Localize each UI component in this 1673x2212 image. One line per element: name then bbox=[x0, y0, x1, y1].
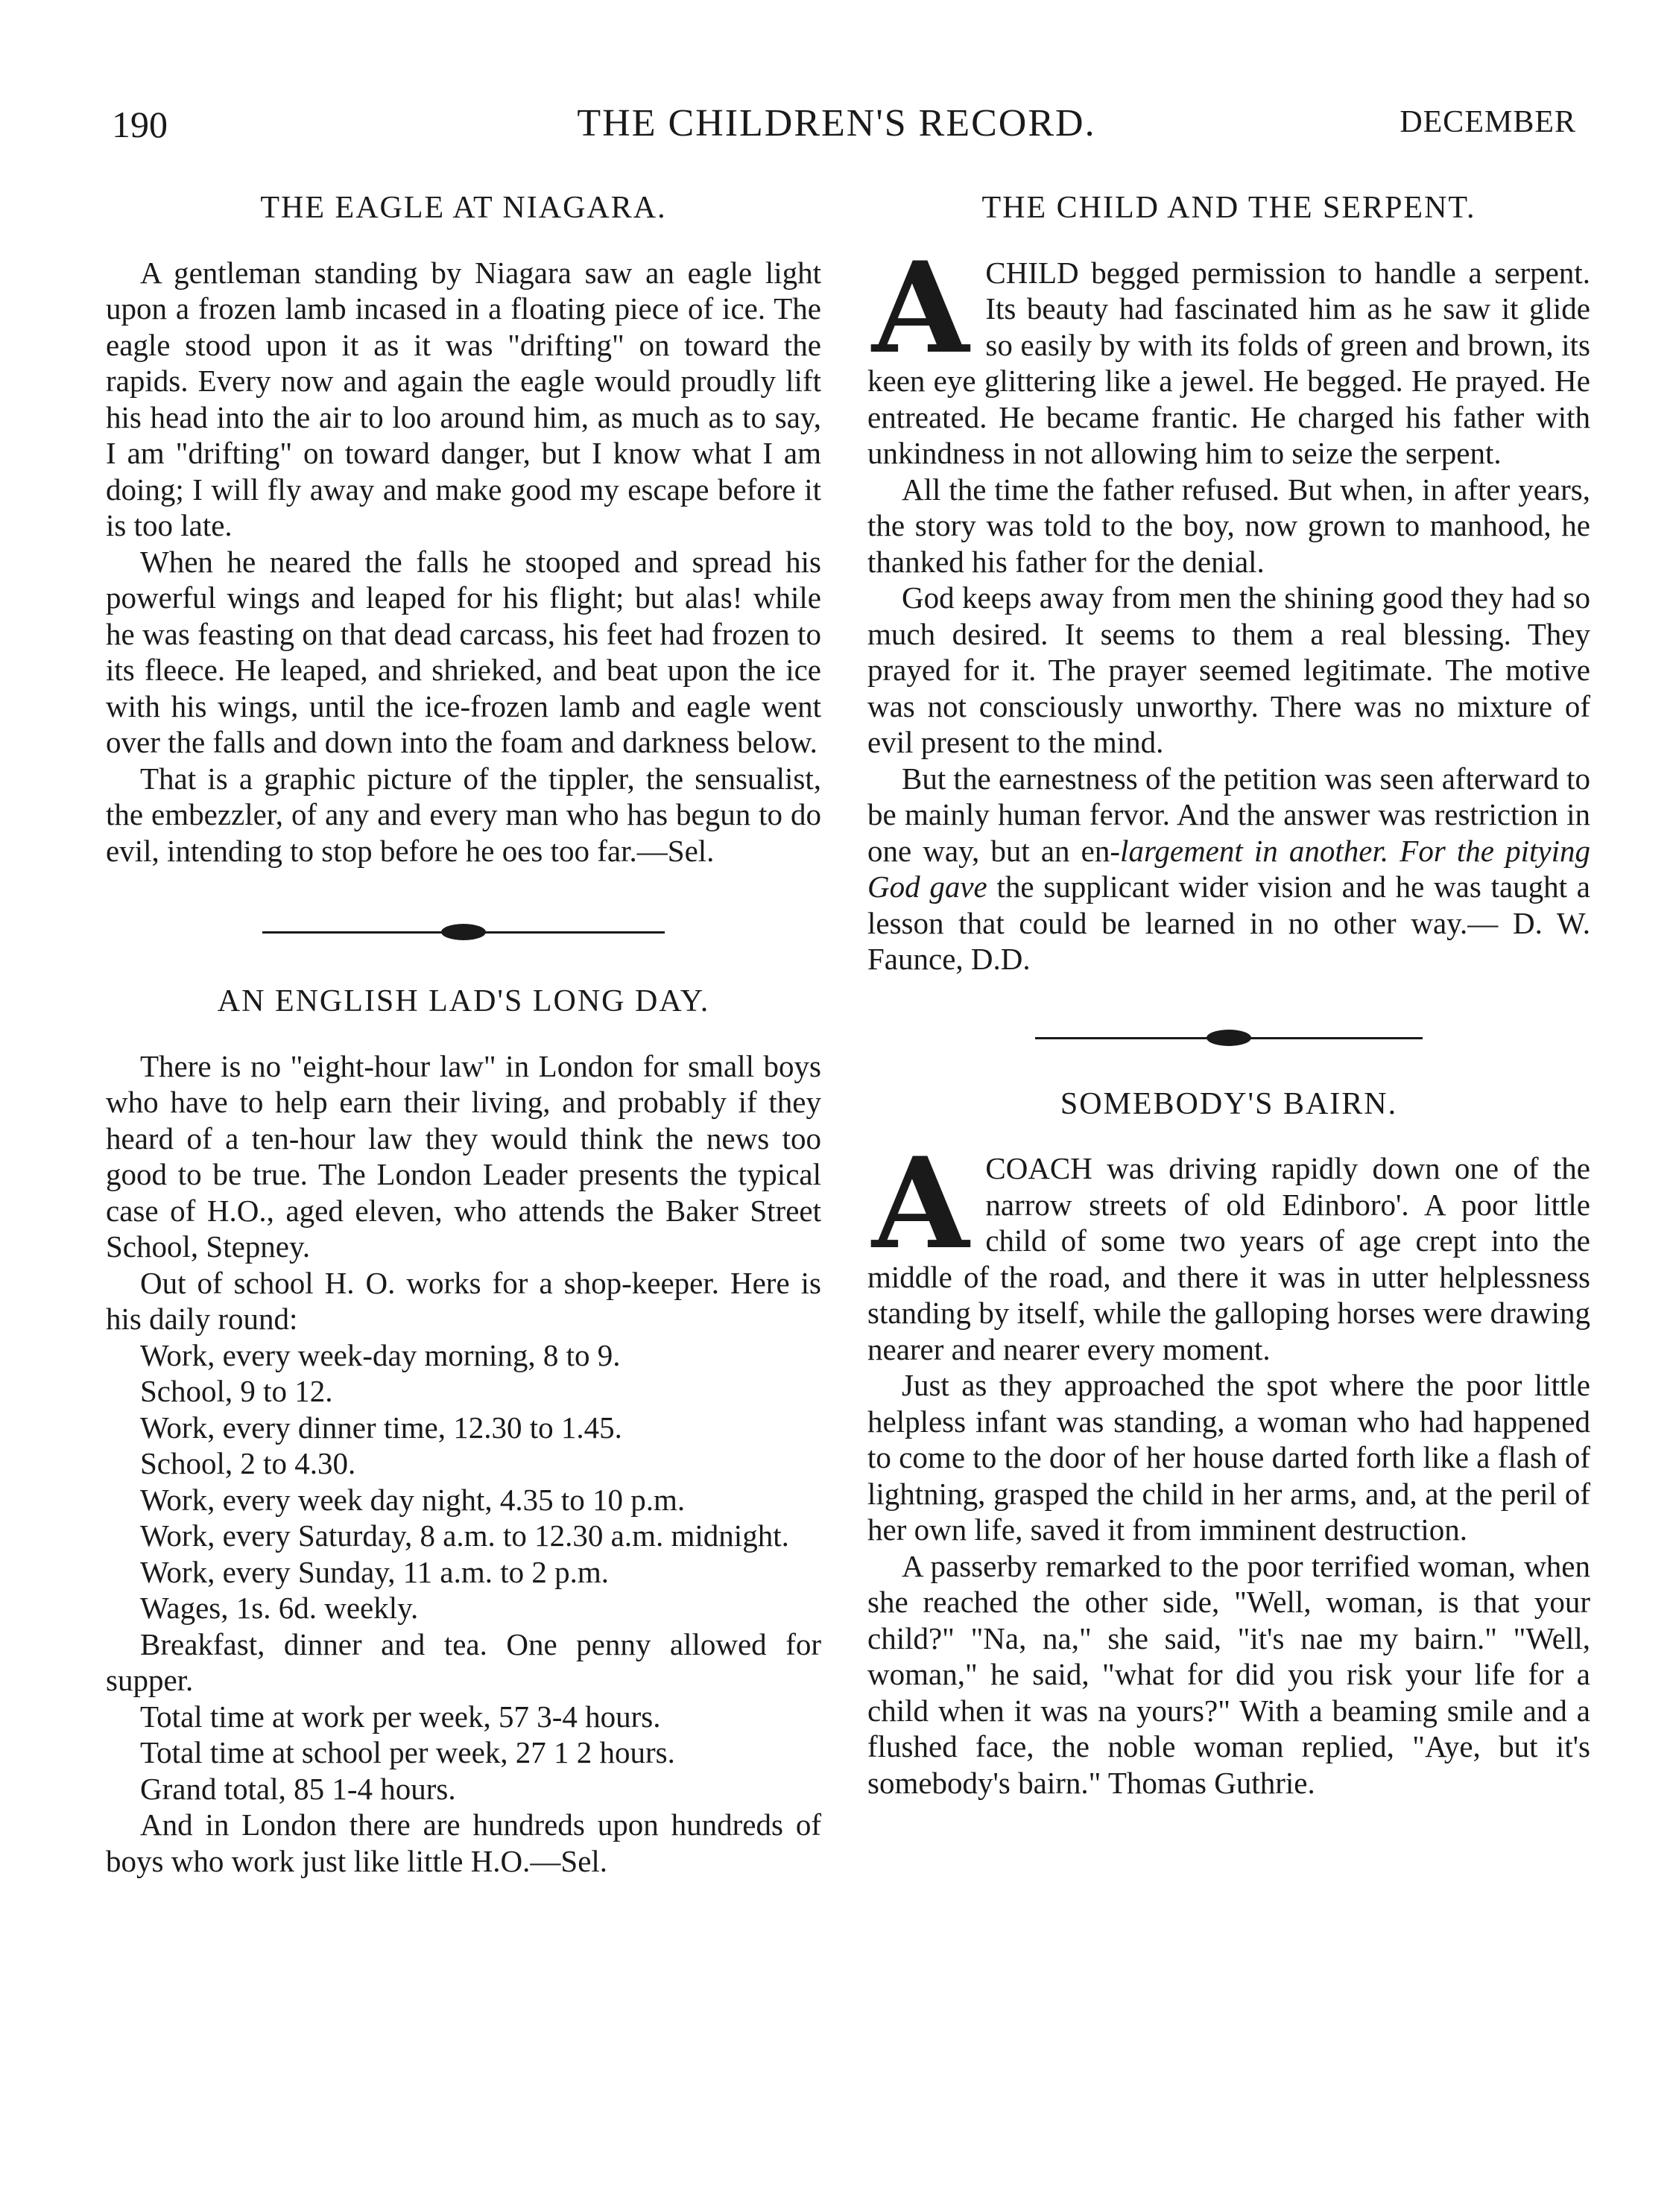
article-paragraph: That is a graphic picture of the tippler, the sensualist, the embezzler, of any and every man who has begun to do evil, intending to stop before he oes too far.—Sel. bbox=[106, 761, 821, 868]
schedule-line: Work, every week-day morning, 8 to 9. bbox=[140, 1337, 621, 1372]
schedule-line: Total time at work per week, 57 3-4 hours. bbox=[140, 1699, 661, 1734]
schedule-line: Grand total, 85 1-4 hours. bbox=[140, 1771, 456, 1806]
issue-month: DECEMBER bbox=[1400, 105, 1576, 139]
article-paragraph: There is no "eight-hour law" in London for small boys who have to help earn their living, and probably if they heard of a ten-hour law they would think the news too good to be true. The London Leader presents the typical case of H.O., aged eleven, who attends the Baker Street School, Stepney. bbox=[106, 1048, 821, 1264]
schedule-line: Wages, 1s. 6d. weekly. bbox=[140, 1591, 419, 1625]
left-column bbox=[106, 190, 821, 1879]
article-eagle bbox=[106, 190, 821, 869]
journal-title: THE CHILDREN'S RECORD. bbox=[577, 102, 1096, 145]
right-column bbox=[867, 190, 1590, 1801]
article-title: SOMEBODY'S BAIRN. bbox=[1060, 1086, 1398, 1121]
article-paragraph: A gentleman standing by Niagara saw an eagle light upon a frozen lamb incased in a floating piece of ice. The eagle stood upon it as it was "drifting" on toward the rapids. Every now and again the eagle would proudly lift his head into the air to loo around him, as much as to say, I am "drifting" on toward danger, but I know what I am doing; I will fly away and make good my escape before it is too late. bbox=[106, 255, 821, 542]
page-number: 190 bbox=[112, 104, 168, 145]
drop-cap: A bbox=[872, 233, 970, 381]
schedule-line: Breakfast, dinner and tea. One penny allowed for supper. bbox=[106, 1626, 821, 1697]
article-english-lad bbox=[106, 983, 821, 1879]
paragraph-text: the supplicant wider vision and he was taught a lesson that could be learned in no other way.— D. W. Faunce, D.D. bbox=[867, 869, 1590, 976]
daily-schedule bbox=[106, 1337, 821, 1807]
page-header bbox=[0, 0, 1673, 149]
paragraph-text: But the earnestness of the petition was seen afterward to be mainly human fervor. And the answer was restriction in one way, but an en- bbox=[867, 761, 1590, 868]
schedule-line: School, 2 to 4.30. bbox=[140, 1446, 356, 1480]
article-paragraph: God keeps away from men the shining good they had so much desired. It seems to them a real blessing. They prayed for it. The prayer seemed legitimate. The motive was not consciously unworthy. There was no mixture of evil present to the mind. bbox=[867, 580, 1590, 759]
article-paragraph: Just as they approached the spot where the poor little helpless infant was standing, a woman who had happened to come to the door of her house darted forth like a flash of lightning, grasped the child in her arms, and, at the peril of her own life, saved it from imminent destruction. bbox=[867, 1368, 1590, 1547]
ornament-icon bbox=[1206, 1030, 1251, 1046]
drop-cap: A bbox=[872, 1129, 970, 1277]
article-paragraph bbox=[867, 1129, 1590, 1367]
paragraph-text: CHILD begged permission to handle a serpent. Its beauty had fascinated him as he saw it glide so easily by with its folds of green and brown, its keen eye glittering like a jewel. He begged. He prayed. He entreated. He became frantic. He charged his father with unkindness in not allowing him to seize the serpent. bbox=[867, 255, 1590, 470]
article-paragraph bbox=[867, 233, 1590, 472]
article-child-serpent bbox=[867, 190, 1590, 977]
section-divider bbox=[262, 921, 665, 943]
article-paragraph: A passerby remarked to the poor terrified woman, when she reached the other side, "Well, woman, is that your child?" "Na, na," she said, "it's nae my bairn." "Well, woman," he said, "what for did you risk your life for a child when it was na yours?" With a beaming smile and a flushed face, the noble woman replied, "Aye, but it's somebody's bairn." Thomas Guthrie. bbox=[867, 1548, 1590, 1800]
ornament-icon bbox=[441, 924, 486, 940]
section-divider bbox=[1035, 1027, 1423, 1049]
article-title: THE EAGLE AT NIAGARA. bbox=[260, 191, 667, 225]
paragraph-text: COACH was driving rapidly down one of the narrow streets of old Edinboro'. A poor little child of some two years of age crept into the middle of the road, and there it was in utter helplessness standing by itself, while the galloping horses were drawing nearer and nearer every moment. bbox=[867, 1151, 1590, 1366]
article-title: AN ENGLISH LAD'S LONG DAY. bbox=[217, 984, 710, 1018]
schedule-line: Work, every week day night, 4.35 to 10 p.m. bbox=[140, 1482, 686, 1517]
schedule-line: School, 9 to 12. bbox=[140, 1374, 333, 1408]
article-paragraph: And in London there are hundreds upon hundreds of boys who work just like little H.O.—Sel. bbox=[106, 1807, 821, 1878]
italic-text: largement in another. For the pitying God gave bbox=[867, 833, 1590, 904]
schedule-line: Work, every dinner time, 12.30 to 1.45. bbox=[140, 1410, 622, 1445]
article-paragraph: When he neared the falls he stooped and spread his powerful wings and leaped for his flight; but alas! while he was feasting on that dead carcass, his feet had frozen to its fleece. He leaped, and shrieked, and beat upon the ice with his wings, until the ice-frozen lamb and eagle went over the falls and down into the foam and darkness below. bbox=[106, 544, 821, 759]
article-paragraph: Out of school H. O. works for a shop-keeper. Here is his daily round: bbox=[106, 1265, 821, 1336]
schedule-line: Total time at school per week, 27 1 2 hours. bbox=[140, 1735, 675, 1769]
article-title: THE CHILD AND THE SERPENT. bbox=[981, 191, 1476, 225]
article-paragraph: All the time the father refused. But when, in after years, the story was told to the boy, now grown to manhood, he thanked his father for the denial. bbox=[867, 472, 1590, 579]
article-paragraph bbox=[867, 761, 1590, 977]
article-somebodys-bairn bbox=[867, 1086, 1590, 1801]
schedule-line: Work, every Saturday, 8 a.m. to 12.30 a.m. midnight. bbox=[140, 1518, 789, 1553]
schedule-line: Work, every Sunday, 11 a.m. to 2 p.m. bbox=[140, 1554, 610, 1589]
